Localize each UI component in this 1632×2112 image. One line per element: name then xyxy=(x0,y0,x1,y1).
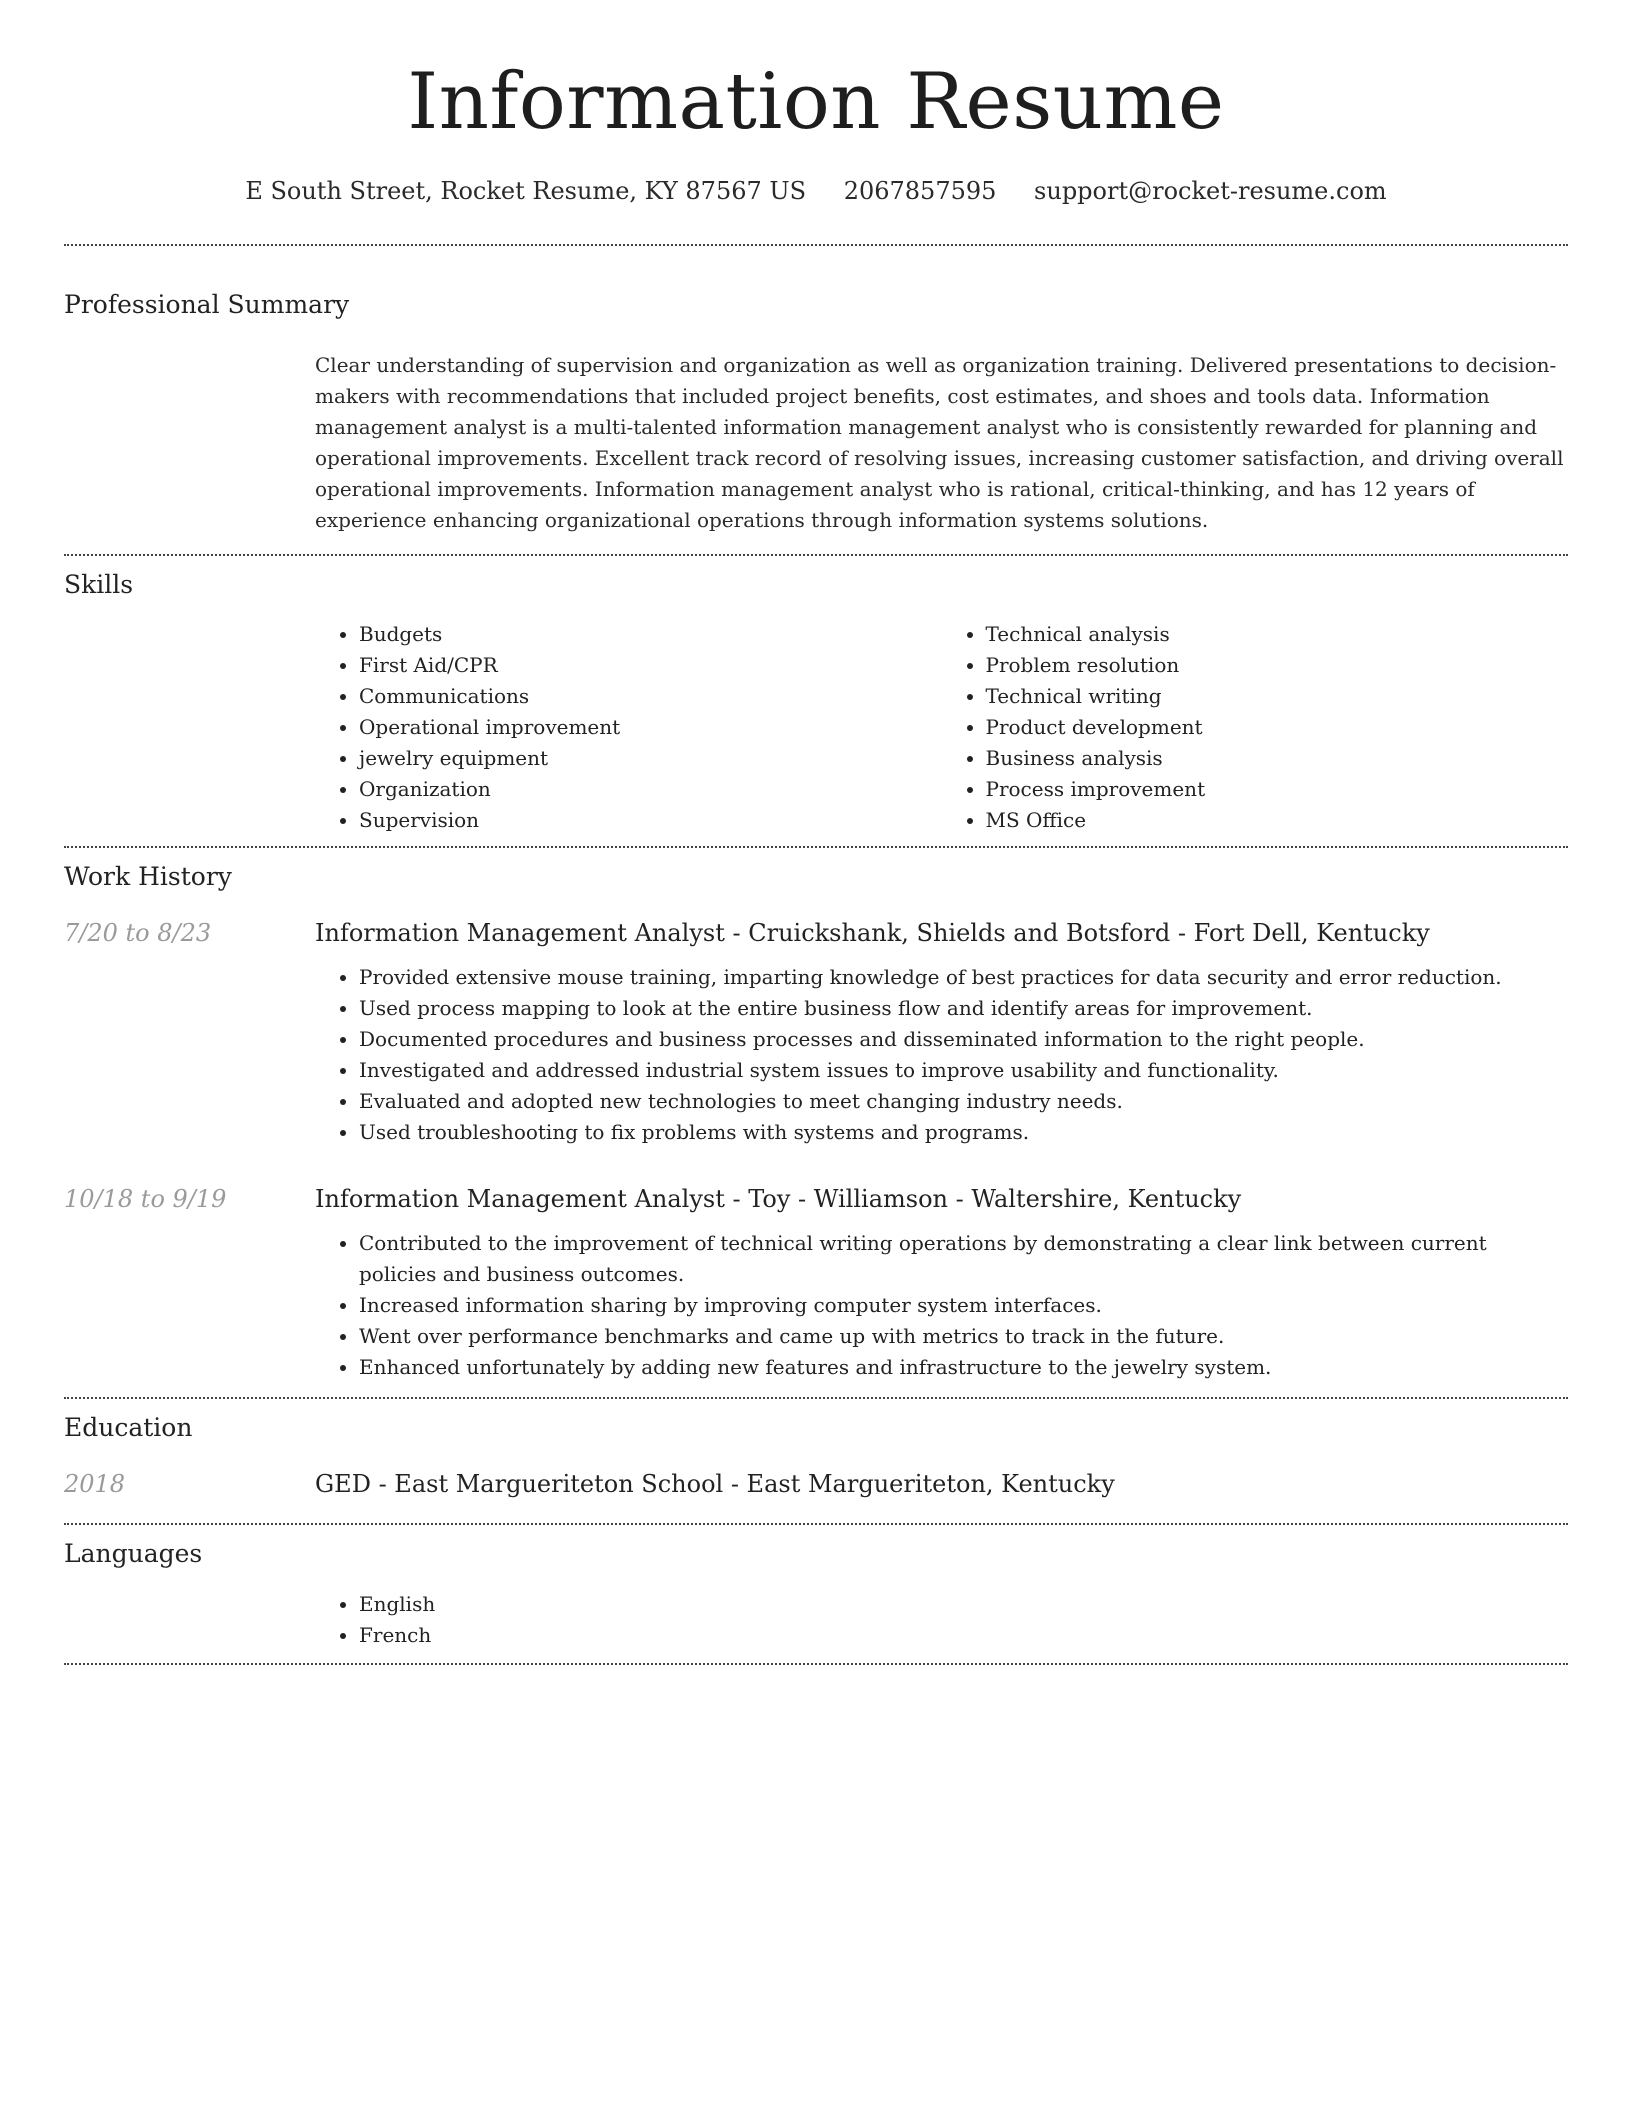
work-history-title: Work History xyxy=(64,862,232,891)
resume-name: Information Resume xyxy=(407,57,1225,147)
languages-list xyxy=(315,1589,1568,1651)
skill-item: • Organization xyxy=(359,774,942,805)
job-bullet: • Increased information sharing by improving computer system interfaces. xyxy=(359,1290,1568,1321)
job-bullet: • Enhanced unfortunately by adding new features and infrastructure to the jewelry system. xyxy=(359,1352,1568,1383)
skill-item: • Problem resolution xyxy=(986,650,1569,681)
work-history-section xyxy=(64,848,1568,1397)
contact-line xyxy=(64,174,1568,208)
job-bullet: • Used troubleshooting to fix problems with systems and programs. xyxy=(359,1117,1568,1148)
skill-item: • Budgets xyxy=(359,619,942,650)
skills-right-list xyxy=(942,619,1569,836)
skill-item: • Product development xyxy=(986,712,1569,743)
education-section xyxy=(64,1399,1568,1523)
job-bullet: • Used process mapping to look at the entire business flow and identify areas for improvement. xyxy=(359,993,1568,1024)
job-bullet: • Evaluated and adopted new technologies to meet changing industry needs. xyxy=(359,1086,1568,1117)
languages-title: Languages xyxy=(64,1539,203,1568)
skill-item: • jewelry equipment xyxy=(359,743,942,774)
job-entry-header xyxy=(64,916,1568,950)
summary-title: Professional Summary xyxy=(64,290,350,319)
education-heading: GED - East Margueriteton School - East Margueriteton, Kentucky xyxy=(315,1470,1115,1498)
skill-item: • Technical analysis xyxy=(986,619,1569,650)
job-bullet: • Contributed to the improvement of technical writing operations by demonstrating a clear link between current policies and business outcomes. xyxy=(359,1228,1568,1290)
section-divider xyxy=(64,1663,1568,1665)
skill-item: • Operational improvement xyxy=(359,712,942,743)
job-entry-header xyxy=(64,1182,1568,1216)
contact-phone: 2067857595 xyxy=(843,177,997,205)
education-entry xyxy=(64,1467,1568,1501)
skills-section xyxy=(64,556,1568,846)
skills-columns xyxy=(315,619,1568,846)
job-bullet: • Provided extensive mouse training, imparting knowledge of best practices for data security and error reduction. xyxy=(359,962,1568,993)
skill-item: • First Aid/CPR xyxy=(359,650,942,681)
skill-item: • Technical writing xyxy=(986,681,1569,712)
job-bullet: • Went over performance benchmarks and came up with metrics to track in the future. xyxy=(359,1321,1568,1352)
education-date: 2018 xyxy=(64,1470,126,1498)
education-title: Education xyxy=(64,1413,193,1442)
skill-item: • Process improvement xyxy=(986,774,1569,805)
job-dates: 10/18 to 9/19 xyxy=(64,1185,227,1213)
skill-item: • Supervision xyxy=(359,805,942,836)
job-heading: Information Management Analyst - Toy - Williamson - Waltershire, Kentucky xyxy=(315,1185,1242,1213)
job-heading: Information Management Analyst - Cruickshank, Shields and Botsford - Fort Dell, Kentucky xyxy=(315,919,1430,947)
languages-section xyxy=(64,1525,1568,1663)
job-dates: 7/20 to 8/23 xyxy=(64,919,212,947)
skill-item: • Business analysis xyxy=(986,743,1569,774)
job-bullet: • Documented procedures and business processes and disseminated information to the right people. xyxy=(359,1024,1568,1055)
skills-left-list xyxy=(315,619,942,836)
contact-address: E South Street, Rocket Resume, KY 87567 US xyxy=(245,177,807,205)
summary-section xyxy=(64,246,1568,554)
skills-title: Skills xyxy=(64,570,134,599)
skill-item: • Communications xyxy=(359,681,942,712)
summary-text: Clear understanding of supervision and organization as well as organization training. Delivered presentations to decision-makers with recommendations that included project benefits, cost estimates, and shoes and tools data. Information management analyst is a multi-talented information management analyst who is consistently rewarded for planning and operational improvements. Excellent track record of resolving issues, increasing customer satisfaction, and driving overall operational improvements. Information management analyst who is rational, critical-thinking, and has 12 years of experience enhancing organizational operations through information systems solutions. xyxy=(315,353,1564,532)
language-item: • English xyxy=(359,1589,1568,1620)
language-item: • French xyxy=(359,1620,1568,1651)
job-bullet: • Investigated and addressed industrial system issues to improve usability and functionality. xyxy=(359,1055,1568,1086)
contact-email: support@rocket-resume.com xyxy=(1034,177,1387,205)
skill-item: • MS Office xyxy=(986,805,1569,836)
job-bullets xyxy=(315,962,1568,1148)
job-bullets xyxy=(315,1228,1568,1383)
